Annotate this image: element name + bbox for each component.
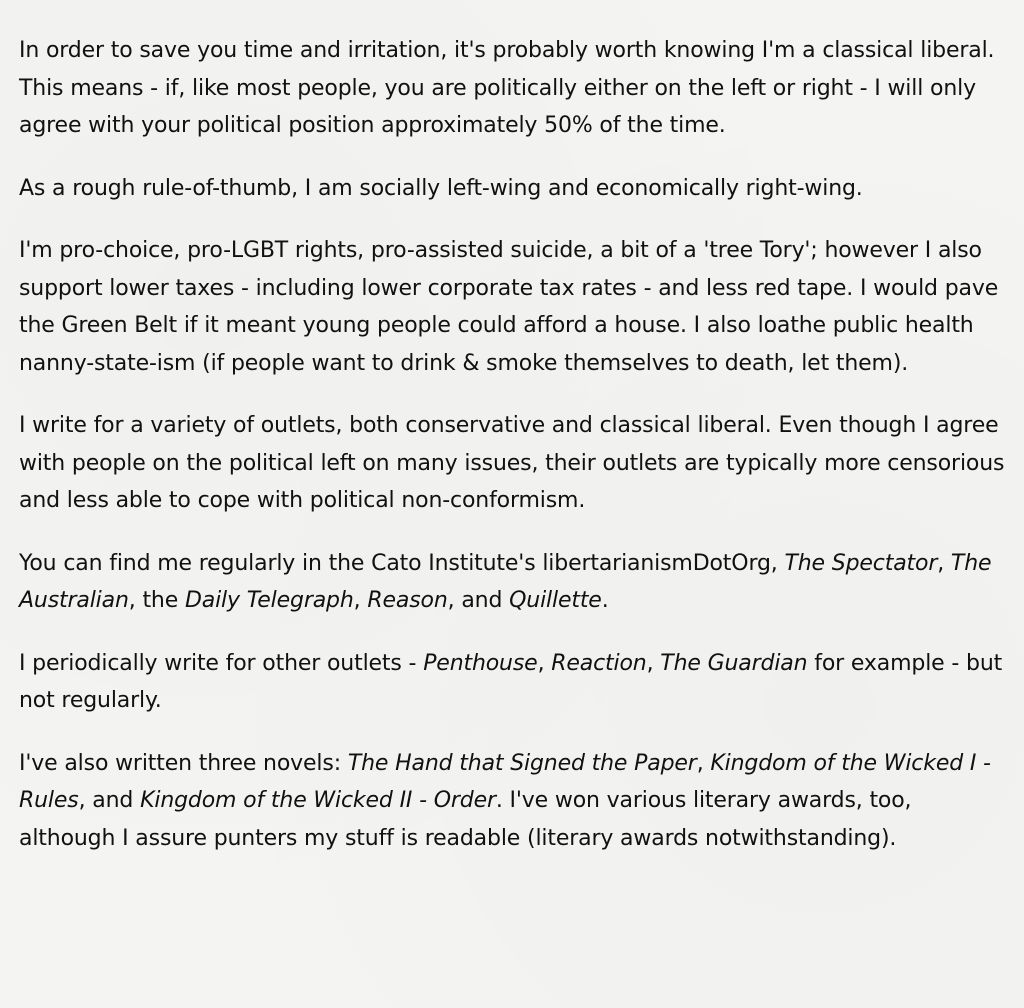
- paragraph-6: [19, 645, 1006, 720]
- paragraph-7: [19, 745, 1006, 858]
- italic-title: Kingdom of the Wicked I - Rules: [19, 750, 991, 813]
- italic-title: The Australian: [19, 550, 992, 613]
- paragraph-text: .: [601, 588, 609, 613]
- paragraph-text: I've also written three novels:: [19, 750, 348, 776]
- paragraph-4: [19, 407, 1006, 520]
- paragraph-5: [19, 545, 1006, 620]
- paragraph-text: , and: [447, 588, 510, 613]
- paragraph-text: , and: [78, 788, 141, 813]
- italic-title: Kingdom of the Wicked II - Order: [140, 788, 496, 813]
- paragraph-text: In order to save you time and irritation, it's probably worth knowing I'm a classical liberal. This means - if, like most people, you are politically either on the left or right - I will only agree with your political position approximately 50% of the time.: [19, 38, 995, 138]
- document-body: [19, 32, 1006, 857]
- paragraph-text: I'm pro-choice, pro-LGBT rights, pro-assisted suicide, a bit of a 'tree Tory'; however I also support lower taxes - including lower corporate tax rates - and less red tape. I would pave the Green Belt if it meant young people could afford a house. I also loathe public health nanny-state-ism (if people want to drink & smoke themselves to death, let them).: [19, 238, 999, 376]
- paragraph-1: [19, 32, 1006, 145]
- italic-title: Reaction: [551, 650, 647, 676]
- italic-title: Penthouse: [423, 650, 538, 676]
- paragraph-text: ,: [937, 550, 951, 576]
- paragraph-text: ,: [696, 750, 711, 776]
- paragraph-2: [19, 170, 1006, 208]
- paragraph-text: ,: [537, 650, 552, 676]
- paragraph-text: I periodically write for other outlets -: [19, 650, 424, 676]
- paragraph-text: . I've won various literary awards, too, although I assure punters my stuff is readable (literary awards notwithstanding).: [19, 788, 912, 851]
- paragraph-3: [19, 232, 1006, 382]
- italic-title: Daily Telegraph: [184, 588, 354, 613]
- paragraph-text: , the: [128, 588, 185, 613]
- paragraph-text: ,: [646, 650, 661, 676]
- paragraph-text: ,: [353, 588, 368, 613]
- italic-title: Quillette: [509, 588, 602, 613]
- paragraph-text: You can find me regularly in the Cato Institute's libertarianismDotOrg,: [19, 550, 785, 576]
- italic-title: The Spectator: [784, 550, 938, 576]
- paragraph-text: As a rough rule-of-thumb, I am socially left-wing and economically right-wing.: [19, 175, 863, 201]
- italic-title: The Hand that Signed the Paper: [347, 750, 697, 776]
- italic-title: The Guardian: [660, 650, 808, 676]
- italic-title: Reason: [367, 588, 448, 613]
- paragraph-text: I write for a variety of outlets, both conservative and classical liberal. Even though I agree with people on the political left on many issues, their outlets are typically more censorious and less able to cope with political non-conformism.: [19, 413, 1005, 513]
- paragraph-text: for example - but not regularly.: [19, 650, 1003, 713]
